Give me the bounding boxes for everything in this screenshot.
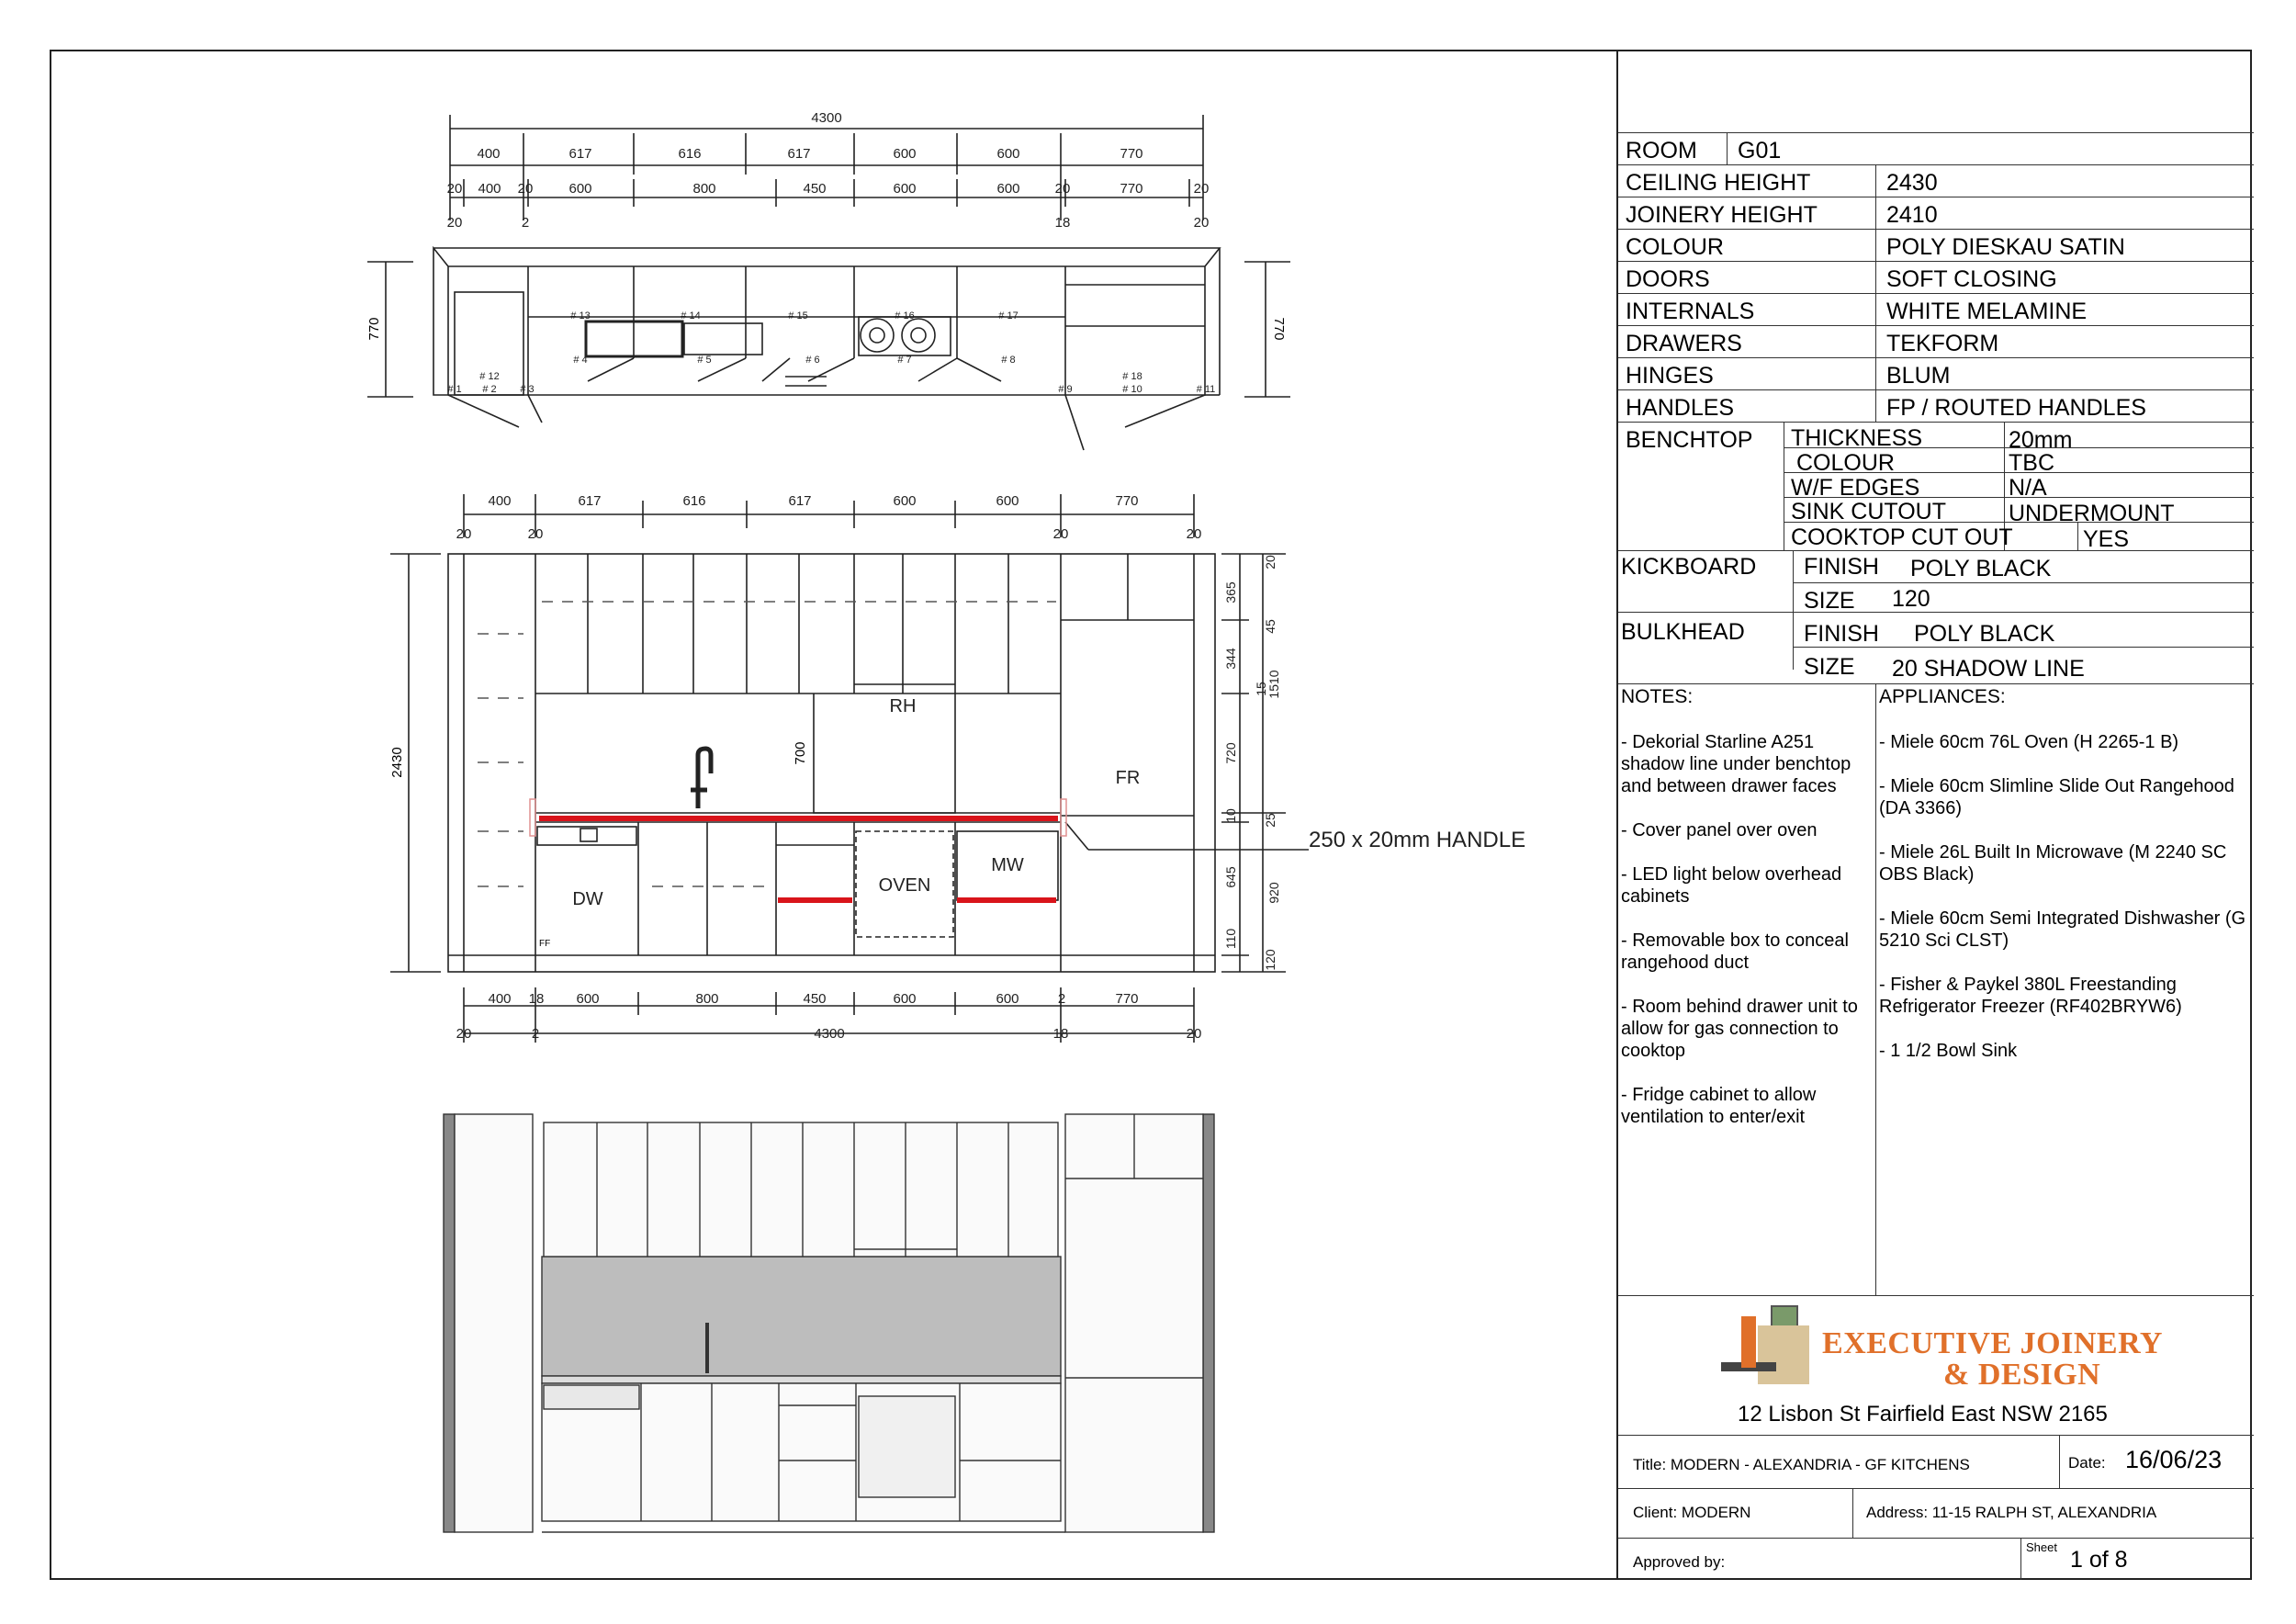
svg-text:# 18: # 18	[1122, 371, 1142, 382]
kickboard-finish-label: FINISH	[1804, 554, 1879, 580]
bt-colour-value: TBC	[2009, 450, 2054, 476]
drawing-title: Title: MODERN - ALEXANDRIA - GF KITCHENS	[1633, 1456, 1970, 1473]
svg-text:600: 600	[996, 181, 1020, 197]
spec-value-drawers: TEKFORM	[1886, 331, 1999, 356]
site-address: Address: 11-15 RALPH ST, ALEXANDRIA	[1866, 1504, 2157, 1521]
plan-overall: 4300	[811, 110, 842, 126]
svg-text:450: 450	[803, 181, 827, 197]
svg-text:# 9: # 9	[1058, 384, 1073, 395]
svg-text:800: 800	[692, 181, 716, 197]
spec-label-doors: DOORS	[1626, 266, 1710, 292]
svg-text:600: 600	[893, 146, 917, 162]
sheet-number: 1 of 8	[2070, 1547, 2128, 1573]
elevation-height: 2430	[389, 747, 405, 778]
bulkhead-finish: POLY BLACK	[1914, 621, 2055, 647]
svg-text:400: 400	[478, 181, 501, 197]
kickboard-finish: POLY BLACK	[1910, 556, 2052, 581]
svg-text:2: 2	[531, 1026, 540, 1042]
svg-text:20: 20	[446, 215, 463, 231]
note-6: - Fridge cabinet to allow ventilation to enter/exit	[1621, 1085, 1817, 1127]
svg-text:770: 770	[1120, 146, 1143, 162]
spec-value-handles: FP / ROUTED HANDLES	[1886, 395, 2146, 421]
svg-text:720: 720	[1223, 742, 1238, 764]
svg-text:770: 770	[1120, 181, 1143, 197]
svg-text:365: 365	[1223, 581, 1238, 603]
svg-text:# 6: # 6	[805, 355, 820, 366]
svg-text:20: 20	[446, 181, 463, 197]
svg-text:20: 20	[1054, 181, 1071, 197]
svg-text:617: 617	[787, 146, 811, 162]
svg-text:20: 20	[517, 181, 534, 197]
svg-text:20: 20	[1186, 526, 1202, 542]
kickboard-size-label: SIZE	[1804, 588, 1855, 614]
svg-text:20: 20	[456, 1026, 472, 1042]
svg-text:10: 10	[1223, 808, 1238, 823]
spec-value-joinery: 2410	[1886, 202, 1938, 228]
svg-text:20: 20	[1193, 215, 1210, 231]
svg-text:# 16: # 16	[895, 310, 915, 321]
svg-text:400: 400	[477, 146, 501, 162]
note-5: - Room behind drawer unit to allow for gas connection to cooktop	[1621, 997, 1858, 1061]
note-4: - Removable box to conceal rangehood duct	[1621, 930, 1849, 973]
spec-value-ceiling: 2430	[1886, 170, 1938, 196]
bt-thickness-label: THICKNESS	[1791, 425, 1923, 451]
bt-sink-label: SINK CUTOUT	[1791, 499, 1946, 524]
svg-text:# 15: # 15	[788, 310, 808, 321]
svg-text:# 8: # 8	[1001, 355, 1016, 366]
bt-sink-value: UNDERMOUNT	[2009, 501, 2175, 526]
plan-height-right: 770	[1271, 317, 1287, 341]
svg-text:617: 617	[578, 493, 602, 509]
svg-text:# 11: # 11	[1196, 384, 1216, 395]
note-2: - Cover panel over oven	[1621, 820, 1818, 840]
client: Client: MODERN	[1633, 1504, 1751, 1521]
svg-text:2: 2	[1057, 991, 1066, 1007]
svg-text:600: 600	[996, 493, 1019, 509]
svg-text:20: 20	[456, 526, 472, 542]
company-name-line2: & DESIGN	[1943, 1358, 2101, 1392]
svg-text:# 10: # 10	[1122, 384, 1142, 395]
svg-text:45: 45	[1263, 619, 1277, 634]
svg-text:25: 25	[1263, 813, 1277, 828]
appliance-5: - Fisher & Paykel 380L Freestanding Refrigerator Freezer (RF402BRYW6)	[1879, 975, 2182, 1017]
svg-text:# 4: # 4	[573, 355, 588, 366]
appliance-1: - Miele 60cm 76L Oven (H 2265-1 B)	[1879, 732, 2179, 752]
svg-text:400: 400	[488, 493, 512, 509]
svg-text:600: 600	[996, 146, 1020, 162]
note-3: - LED light below overhead cabinets	[1621, 864, 1842, 907]
svg-text:617: 617	[788, 493, 812, 509]
label-dw: DW	[572, 889, 603, 909]
date-label: Date:	[2068, 1454, 2106, 1472]
spec-label-hinges: HINGES	[1626, 363, 1714, 389]
svg-text:# 5: # 5	[697, 355, 712, 366]
spec-value-internals: WHITE MELAMINE	[1886, 299, 2088, 324]
kickboard-size: 120	[1892, 586, 1930, 612]
spec-label-drawers: DRAWERS	[1626, 331, 1742, 356]
svg-text:600: 600	[893, 991, 917, 1007]
date-value: 16/06/23	[2125, 1446, 2223, 1473]
appliance-4: - Miele 60cm Semi Integrated Dishwasher (G 5210 Sci CLST)	[1879, 908, 2246, 951]
svg-text:# 13: # 13	[570, 310, 591, 321]
svg-text:344: 344	[1223, 648, 1238, 670]
room-label: ROOM	[1626, 138, 1697, 164]
bulkhead-size-label: SIZE	[1804, 654, 1855, 680]
gap-dim: 700	[793, 741, 808, 765]
label-rh: RH	[889, 696, 917, 716]
sheet-label: Sheet	[2026, 1540, 2057, 1554]
svg-text:600: 600	[996, 991, 1019, 1007]
spec-label-internals: INTERNALS	[1626, 299, 1755, 324]
svg-text:616: 616	[678, 146, 702, 162]
svg-text:600: 600	[893, 493, 917, 509]
svg-text:20: 20	[1263, 555, 1277, 570]
bt-cooktop-value: YES	[2083, 526, 2130, 552]
svg-text:1510: 1510	[1266, 670, 1281, 699]
svg-text:# 7: # 7	[897, 355, 912, 366]
spec-label-ceiling: CEILING HEIGHT	[1626, 170, 1811, 196]
svg-text:# 14: # 14	[681, 310, 701, 321]
svg-text:600: 600	[568, 181, 592, 197]
spec-label-colour: COLOUR	[1626, 234, 1724, 260]
bulkhead-finish-label: FINISH	[1804, 621, 1879, 647]
spec-label-joinery: JOINERY HEIGHT	[1626, 202, 1818, 228]
bt-edges-label: W/F EDGES	[1791, 475, 1920, 501]
room-value: G01	[1738, 138, 1782, 164]
svg-text:20: 20	[1193, 181, 1210, 197]
svg-text:120: 120	[1263, 949, 1277, 971]
company-name-line1: EXECUTIVE JOINERY	[1822, 1326, 2163, 1360]
svg-text:770: 770	[1115, 991, 1139, 1007]
company-logo	[1721, 1305, 1804, 1386]
note-1: - Dekorial Starline A251 shadow line under benchtop and between drawer faces	[1621, 732, 1851, 796]
label-ff: FF	[539, 939, 551, 949]
svg-text:800: 800	[695, 991, 719, 1007]
spec-value-doors: SOFT CLOSING	[1886, 266, 2057, 292]
kickboard-label: KICKBOARD	[1621, 554, 1757, 580]
company-address: 12 Lisbon St Fairfield East NSW 2165	[1738, 1402, 2108, 1427]
benchtop-label: BENCHTOP	[1626, 427, 1753, 453]
bulkhead-label: BULKHEAD	[1621, 619, 1745, 645]
appliances-title: APPLIANCES:	[1879, 686, 2006, 707]
label-oven: OVEN	[878, 875, 931, 896]
svg-text:110: 110	[1223, 928, 1238, 950]
svg-text:450: 450	[803, 991, 827, 1007]
svg-text:# 17: # 17	[998, 310, 1019, 321]
svg-text:20: 20	[1052, 526, 1069, 542]
svg-text:20: 20	[527, 526, 544, 542]
svg-text:20: 20	[1186, 1026, 1202, 1042]
plan-height-left: 770	[366, 317, 382, 341]
appliance-3: - Miele 26L Built In Microwave (M 2240 SC OBS Black)	[1879, 842, 2227, 885]
bt-thickness-value: 20mm	[2009, 427, 2073, 453]
svg-text:2: 2	[521, 215, 530, 231]
bulkhead-size: 20 SHADOW LINE	[1892, 656, 2085, 682]
svg-text:920: 920	[1266, 882, 1281, 904]
svg-text:617: 617	[568, 146, 592, 162]
label-mw: MW	[991, 855, 1024, 875]
svg-text:600: 600	[576, 991, 600, 1007]
handle-callout: 250 x 20mm HANDLE	[1309, 828, 1526, 852]
approved-by: Approved by:	[1633, 1553, 1726, 1571]
svg-text:# 3: # 3	[520, 384, 535, 395]
label-fr: FR	[1115, 768, 1141, 788]
spec-value-hinges: BLUM	[1886, 363, 1951, 389]
svg-text:18: 18	[528, 991, 545, 1007]
svg-text:18: 18	[1054, 215, 1071, 231]
elevation-overall: 4300	[814, 1026, 845, 1042]
svg-text:# 12: # 12	[479, 371, 500, 382]
notes-title: NOTES:	[1621, 686, 1694, 707]
svg-text:15: 15	[1254, 682, 1268, 696]
spec-label-handles: HANDLES	[1626, 395, 1735, 421]
spec-value-colour: POLY DIESKAU SATIN	[1886, 234, 2125, 260]
svg-text:645: 645	[1223, 866, 1238, 888]
appliance-6: - 1 1/2 Bowl Sink	[1879, 1041, 2018, 1061]
bt-edges-value: N/A	[2009, 475, 2047, 501]
svg-text:600: 600	[893, 181, 917, 197]
svg-text:616: 616	[682, 493, 706, 509]
svg-text:# 1: # 1	[447, 384, 462, 395]
svg-text:400: 400	[488, 991, 512, 1007]
spec-panel	[1616, 50, 2252, 1580]
bt-colour-label: COLOUR	[1796, 450, 1895, 476]
svg-text:# 2: # 2	[482, 384, 497, 395]
appliance-2: - Miele 60cm Slimline Slide Out Rangehood (DA 3366)	[1879, 776, 2234, 818]
bt-cooktop-label: COOKTOP CUT OUT	[1791, 524, 2013, 550]
svg-text:770: 770	[1115, 493, 1139, 509]
svg-text:18: 18	[1052, 1026, 1069, 1042]
